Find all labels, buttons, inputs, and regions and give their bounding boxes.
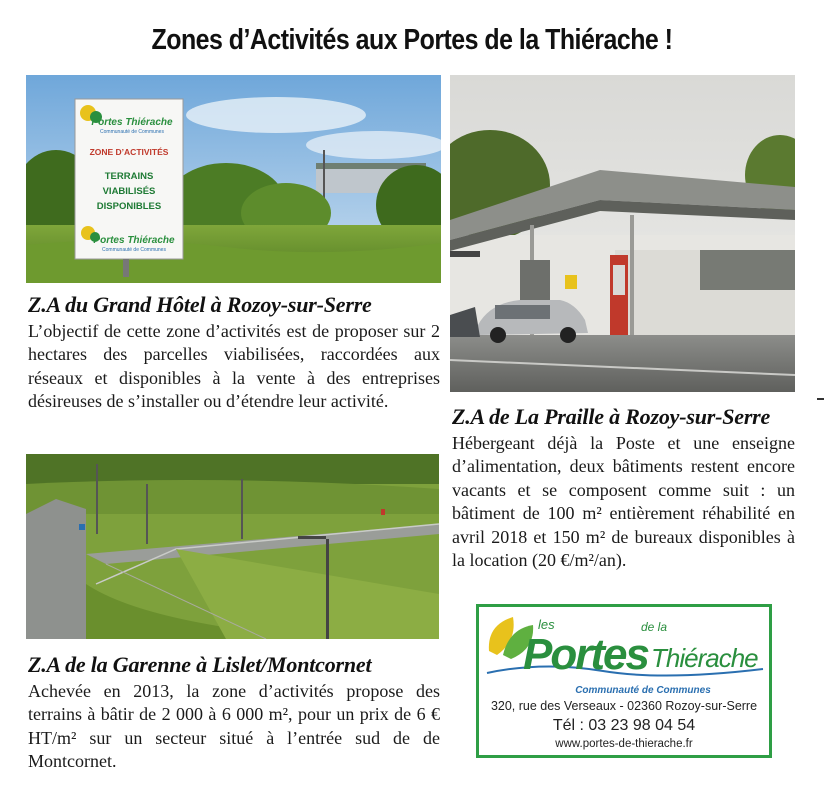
logo-phone: Tél : 03 23 98 04 54 — [552, 717, 696, 734]
logo-address: 320, rue des Verseaux - 02360 Rozoy-sur-Serre — [490, 699, 758, 713]
sign-line-1: TERRAINS — [104, 171, 154, 182]
edge-mark — [817, 398, 824, 400]
section-text-grand-hotel: L’objectif de cette zone d’activités est de proposer sur 2 hectares des parcelles viabilisées, raccordées aux réseaux et disponibles à la vente à des entreprises désireuses de s’installer ou d’étendre leur activité. — [28, 321, 440, 412]
logo-subtitle: Communauté de Communes — [575, 685, 711, 696]
section-text-la-praille: Hébergeant déjà la Poste et une enseigne d’alimentation, deux bâtiments restent encore vacants et se composent comme suit : un bâtiment de 100 m² entièrement réhabilité en avril 2018 et 150 m² de bureaux disponibles à la location (20 €/m²/an). — [452, 433, 795, 571]
section-heading-la-praille: Z.A de La Praille à Rozoy-sur-Serre — [452, 404, 771, 429]
section-text-la-garenne: Achevée en 2013, la zone d’activités propose des terrains à bâtir de 2 000 à 6 000 m², pour un prix de 6 € HT/m² sur un secteur situé à l’entrée sud de de Montcornet. — [28, 681, 440, 772]
photo-grand-hotel — [26, 75, 441, 283]
section-heading-grand-hotel: Z.A du Grand Hôtel à Rozoy-sur-Serre — [28, 292, 372, 317]
la-praille-scene — [450, 75, 795, 392]
grand-hotel-scene — [26, 75, 441, 283]
sign-zone-label: ZONE D’ACTIVITÉS — [89, 147, 169, 157]
sign-brand-sub: Communauté de Communes — [100, 129, 164, 135]
sign-brand-bottom-sub: Communauté de Communes — [102, 247, 166, 253]
logo-website: www.portes-de-thierache.fr — [555, 738, 693, 750]
photo-la-garenne — [26, 454, 439, 639]
section-heading-la-garenne: Z.A de la Garenne à Lislet/Montcornet — [28, 652, 372, 677]
sign-brand-top: Portes Thiérache — [91, 117, 173, 128]
sign-line-2: VIABILISÉS — [102, 186, 156, 197]
portes-thierache-logo — [483, 611, 767, 699]
logo-les: les — [538, 617, 555, 632]
la-garenne-scene — [26, 454, 439, 639]
photo-la-praille — [450, 75, 795, 392]
logo-contact-box — [476, 604, 772, 758]
logo-de-la: de la — [641, 620, 668, 634]
sign-brand-bottom: Portes Thiérache — [93, 235, 175, 246]
sign-line-3: DISPONIBLES — [96, 201, 162, 212]
logo-thierache: Thiérache — [651, 643, 758, 673]
page-title: Zones d’Activités aux Portes de la Thiérache ! — [151, 24, 673, 56]
logo-portes: Portes — [523, 630, 648, 679]
